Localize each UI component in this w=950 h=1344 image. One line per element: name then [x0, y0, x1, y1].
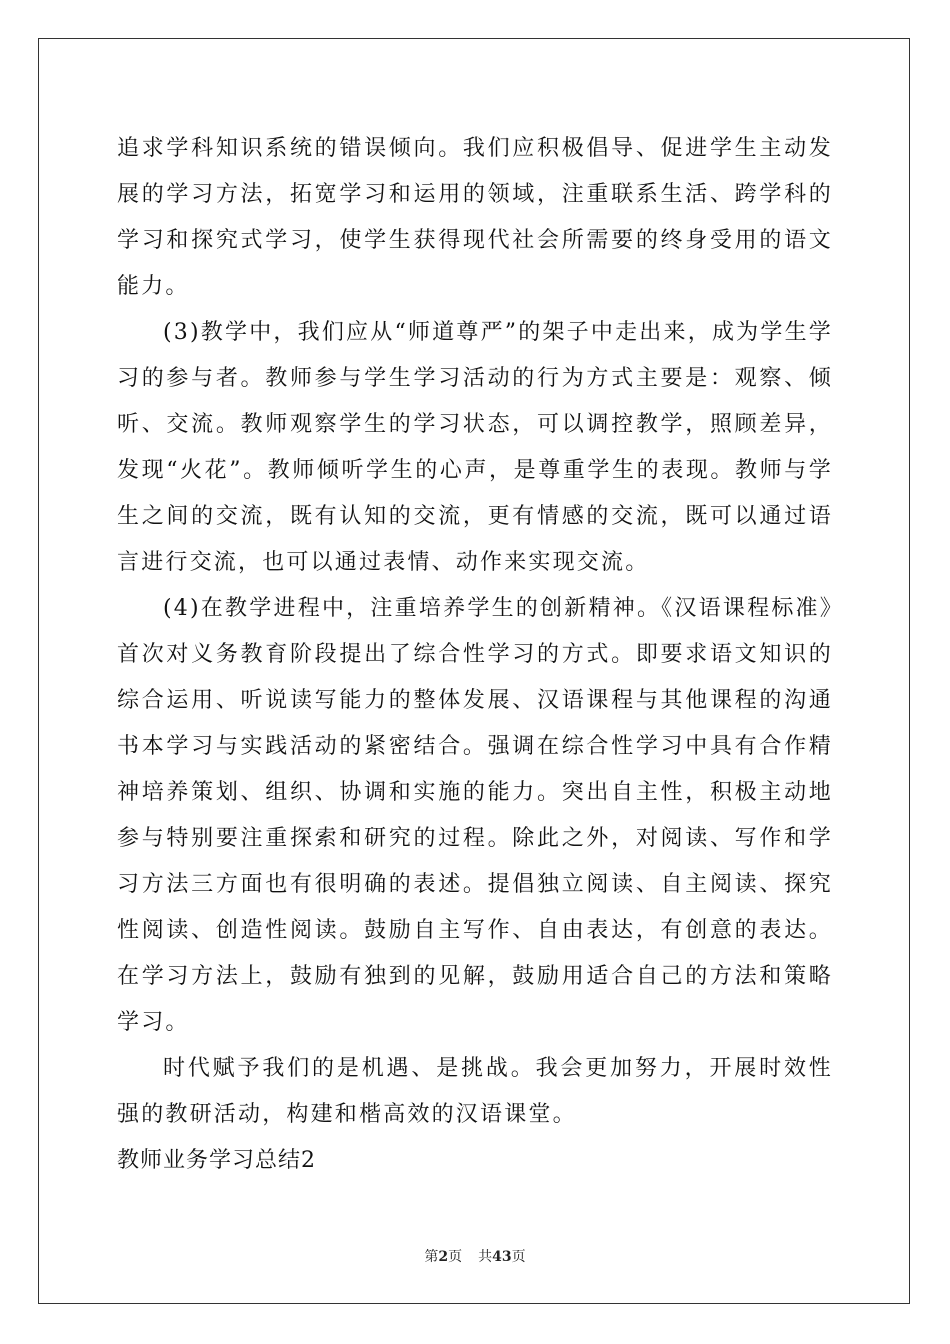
- page-suffix: 页: [448, 1249, 463, 1265]
- page-prefix: 第: [424, 1249, 439, 1265]
- paragraph-3: (4)在教学进程中，注重培养学生的创新精神。《汉语课程标准》首次对义务教育阶段提出了综合性学习的方式。即要求语文知识的综合运用、听说读写能力的整体发展、汉语课程与其他课程的沟通书本学习与实践活动的紧密结合。强调在综合性学习中具有合作精神培养策划、组织、协调和实施的能力。突出自主性，积极主动地参与特别要注重探索和研究的过程。除此之外，对阅读、写作和学习方法三方面也有很明确的表述。提倡独立阅读、自主阅读、探究性阅读、创造性阅读。鼓励自主写作、自由表达，有创意的表达。在学习方法上，鼓励有独到的见解，鼓励用适合自己的方法和策略学习。: [117, 596, 833, 1035]
- section-heading: 教师业务学习总结2: [117, 1148, 316, 1173]
- document-body: [117, 126, 833, 1184]
- total-prefix: 共: [478, 1249, 493, 1265]
- paragraph-1: 追求学科知识系统的错误倾向。我们应积极倡导、促进学生主动发展的学习方法，拓宽学习和运用的领域，注重联系生活、跨学科的学习和探究式学习，使学生获得现代社会所需要的终身受用的语文能力。: [117, 136, 833, 299]
- total-pages: 43: [492, 1249, 512, 1265]
- page-number: 2: [438, 1249, 449, 1265]
- paragraph-2: (3)教学中，我们应从“师道尊严”的架子中走出来，成为学生学习的参与者。教师参与学生学习活动的行为方式主要是：观察、倾听、交流。教师观察学生的学习状态，可以调控教学，照顾差异，发现“火花”。教师倾听学生的心声，是尊重学生的表现。教师与学生之间的交流，既有认知的交流，更有情感的交流，既可以通过语言进行交流，也可以通过表情、动作来实现交流。: [117, 320, 833, 575]
- total-suffix: 页: [511, 1249, 526, 1265]
- page-footer: [0, 1246, 950, 1266]
- paragraph-4: 时代赋予我们的是机遇、是挑战。我会更加努力，开展时效性强的教研活动，构建和楷高效的汉语课堂。: [117, 1056, 833, 1127]
